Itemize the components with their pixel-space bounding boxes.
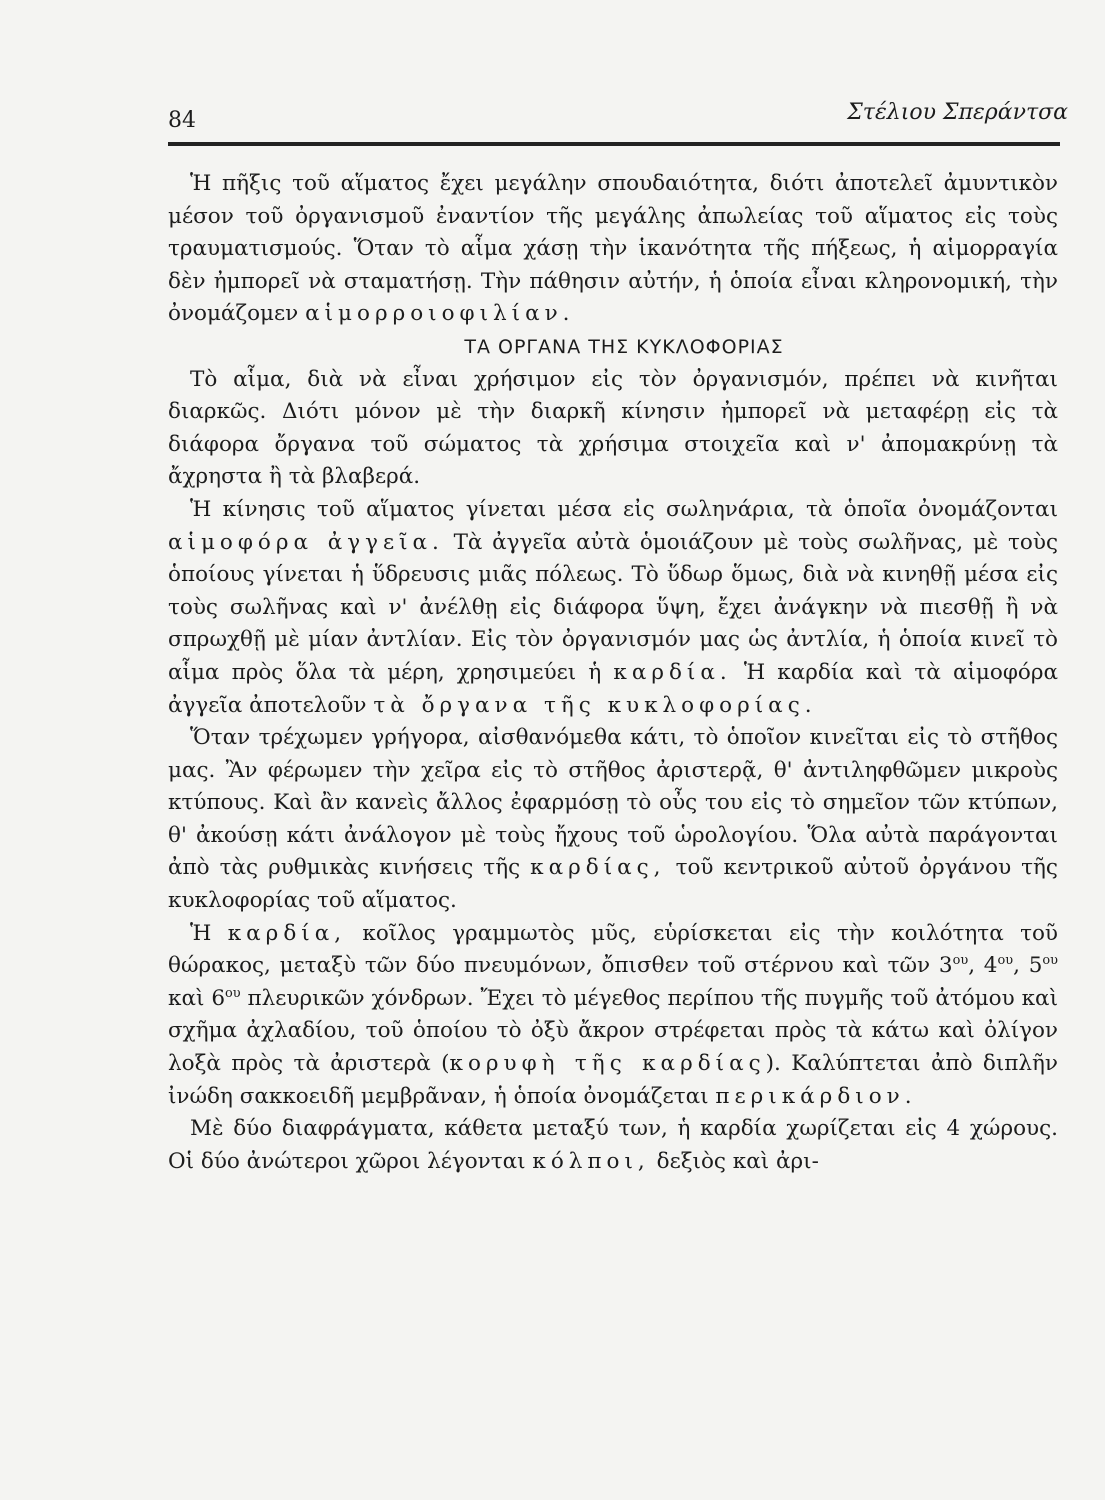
- term-atria: κόλποι,: [532, 1148, 650, 1174]
- paragraph-heart-chambers: Μὲ δύο διαφράγματα, κάθετα μεταξύ των, ἡ καρδία χωρίζεται εἰς 4 χώρους. Οἱ δύο ἀνώτεροι χῶροι λέγονται κόλποι, δεξιὸς καὶ ἀρι-: [168, 1116, 1058, 1174]
- term-circulatory-organs: τὰ ὄργανα τῆς κυκλοφορίας.: [373, 692, 817, 718]
- term-pericardium: περικάρδιον.: [715, 1083, 917, 1109]
- header-rule: [168, 142, 1060, 146]
- paragraph-blood-clotting: Ἡ πῆξις τοῦ αἵματος ἔχει μεγάλην σπουδαιότητα, διότι ἀποτελεῖ ἀμυντικὸν μέσον τοῦ ὀργανισμοῦ ἐναντίον τῆς μεγάλης ἀπωλείας τοῦ αἵματος εἰς τοὺς τραυματισμούς. Ὅταν τὸ αἷμα χάσῃ τὴν ἱκανότητα τῆς πήξεως, ἡ αἱμορραγία δὲν ἠμπορεῖ νὰ σταματήσῃ. Τὴν πάθησιν αὐτήν, ἡ ὁποία εἶναι κληρονομική, τὴν ὀνομάζομεν αἱμορροιοφιλίαν.: [168, 171, 1058, 327]
- page-header: [168, 100, 1068, 140]
- paragraph-blood-vessels: Ἡ κίνησις τοῦ αἵματος γίνεται μέσα εἰς σωληνάρια, τὰ ὁποῖα ὀνομάζονται αἱμοφόρα ἀγγεῖα. Τὰ ἀγγεῖα αὐτὰ ὁμοιάζουν μὲ τοὺς σωλῆνας, μὲ τοὺς ὁποίους γίνεται ἡ ὕδρευσις μιᾶς πόλεως. Τὸ ὕδωρ ὅμως, διὰ νὰ κινηθῇ μέσα εἰς τοὺς σωλῆνας καὶ ν' ἀνέλθῃ εἰς διάφορα ὕψη, ἔχει ἀνάγκην νὰ πιεσθῇ ἢ νὰ σπρωχθῇ μὲ μίαν ἀντλίαν. Εἰς τὸν ὀργανισμόν μας ὡς ἀντλία, ἡ ὁποία κινεῖ τὸ αἷμα πρὸς ὅλα τὰ μέρη, χρησιμεύει ἡ καρδία. Ἡ καρδία καὶ τὰ αἱμοφόρα ἀγγεῖα ἀποτελοῦν τὰ ὄργανα τῆς κυκλοφορίας.: [168, 496, 1059, 718]
- term-of-heart: καρδίας,: [530, 855, 666, 881]
- term-blood-vessels: αἱμοφόρα ἀγγεῖα.: [168, 529, 444, 555]
- body-text: [168, 168, 1058, 1178]
- running-head: Στέλιου Σπεράντσα: [847, 100, 1068, 125]
- term-heart: καρδία.: [613, 659, 732, 685]
- paragraph-blood-movement: Τὸ αἷμα, διὰ νὰ εἶναι χρήσιμον εἰς τὸν ὀργανισμόν, πρέπει νὰ κινῆται διαρκῶς. Διότι μόνον μὲ τὴν διαρκῆ κίνησιν ἠμπορεῖ νὰ μεταφέρῃ εἰς τὰ διάφορα ὄργανα τοῦ σώματος τὰ χρήσιμα στοιχεῖα καὶ ν' ἀπομακρύνῃ τὰ ἄχρηστα ἢ τὰ βλαβερά.: [168, 366, 1058, 490]
- term-apex: κορυφὴ τῆς καρδίας: [449, 1051, 766, 1077]
- term-heart-2: καρδία,: [227, 920, 347, 946]
- term-hemophilia: αἱμορροιοφιλίαν.: [305, 301, 575, 327]
- section-title: ΤΑ ΟΡΓΑΝΑ ΤΗΣ ΚΥΚΛΟΦΟΡΙΑΣ: [464, 335, 784, 358]
- paragraph-heartbeat: Ὅταν τρέχωμεν γρήγορα, αἰσθανόμεθα κάτι, τὸ ὁποῖον κινεῖται εἰς τὸ στῆθος μας. Ἂν φέρωμεν τὴν χεῖρα εἰς τὸ στῆθος ἀριστερᾷ, θ' ἀντιληφθῶμεν μικροὺς κτύπους. Καὶ ἂν κανεὶς ἄλλος ἐφαρμόσῃ τὸ οὖς του εἰς τὸ σημεῖον τῶν κτύπων, θ' ἀκούσῃ κάτι ἀνάλογον μὲ τοὺς ἤχους τοῦ ὡρολογίου. Ὅλα αὐτὰ παράγονται ἀπὸ τὰς ρυθμικὰς κινήσεις τῆς καρδίας, τοῦ κεντρικοῦ αὐτοῦ ὀργάνου τῆς κυκλοφορίας τοῦ αἵματος.: [168, 725, 1058, 914]
- paragraph-heart-anatomy: Ἡ καρδία, κοῖλος γραμμωτὸς μῦς, εὑρίσκεται εἰς τὴν κοιλότητα τοῦ θώρακος, μεταξὺ τῶν δύο πνευμόνων, ὄπισθεν τοῦ στέρνου καὶ τῶν $3^{o\upsilon}$, $4^{o\upsilon}$, $5^{o\upsilon}$ καὶ $6^{o\upsilon}$ πλευρικῶν χόνδρων. Ἔχει τὸ μέγεθος περίπου τῆς πυγμῆς τοῦ ἀτόμου καὶ σχῆμα ἀχλαδίου, τοῦ ὁποίου τὸ ὀξὺ ἄκρον στρέφεται πρὸς τὰ κάτω καὶ ὀλίγον λοξὰ πρὸς τὰ ἀριστερὰ (κορυφὴ τῆς καρδίας). Καλύπτεται ἀπὸ διπλῆν ἰνώδη σακκοειδῆ μεμβρᾶναν, ἡ ὁποία ὀνομάζεται περικάρδιον.: [168, 920, 1059, 1109]
- page-number: 84: [168, 108, 196, 133]
